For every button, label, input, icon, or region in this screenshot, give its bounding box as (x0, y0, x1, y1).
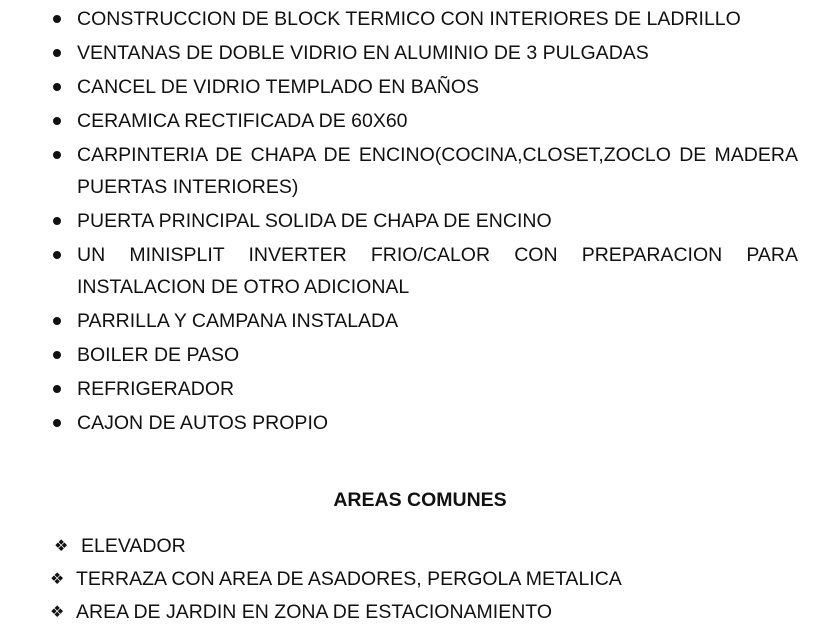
round-bullet-icon (53, 251, 61, 259)
list-item (50, 339, 798, 371)
list-item (50, 37, 798, 69)
feature-text: CERAMICA RECTIFICADA DE 60X60 (77, 110, 408, 132)
common-areas-list (50, 530, 810, 629)
feature-text: UN MINISPLIT INVERTER FRIO/CALOR CON PREPARACION PARA INSTALACION DE OTRO ADICIONAL (77, 244, 798, 298)
feature-text: CARPINTERIA DE CHAPA DE ENCINO(COCINA,CLOSET,ZOCLO DE MADERA PUERTAS INTERIORES) (77, 144, 798, 198)
four-diamond-bullet-icon: ❖ (54, 536, 69, 555)
round-bullet-icon (53, 317, 61, 325)
feature-text: REFRIGERADOR (77, 378, 235, 400)
feature-text: BOILER DE PASO (77, 344, 240, 366)
round-bullet-icon (53, 385, 61, 393)
list-item (50, 305, 798, 337)
list-item (50, 596, 810, 628)
round-bullet-icon (53, 419, 61, 427)
four-diamond-bullet-icon: ❖ (50, 569, 65, 588)
list-item (50, 71, 798, 103)
list-item (50, 373, 798, 405)
list-item (50, 563, 810, 595)
round-bullet-icon (53, 217, 61, 225)
list-item (50, 139, 798, 203)
feature-text: PARRILLA Y CAMPANA INSTALADA (77, 310, 399, 332)
list-item (50, 105, 798, 137)
round-bullet-icon (53, 15, 61, 23)
features-list (50, 3, 798, 441)
feature-text: CAJON DE AUTOS PROPIO (77, 412, 329, 434)
feature-text: VENTANAS DE DOBLE VIDRIO EN ALUMINIO DE 3 PULGADAS (77, 42, 649, 64)
list-item (50, 239, 798, 303)
round-bullet-icon (53, 351, 61, 359)
list-item (50, 407, 798, 439)
common-area-text: AREA DE JARDIN EN ZONA DE ESTACIONAMIENTO (76, 601, 553, 623)
list-item (50, 205, 798, 237)
common-area-text: TERRAZA CON AREA DE ASADORES, PERGOLA METALICA (76, 568, 622, 590)
feature-text: PUERTA PRINCIPAL SOLIDA DE CHAPA DE ENCINO (77, 210, 552, 232)
round-bullet-icon (53, 49, 61, 57)
section-title: AREAS COMUNES (333, 489, 507, 511)
round-bullet-icon (53, 117, 61, 125)
round-bullet-icon (53, 83, 61, 91)
round-bullet-icon (53, 151, 61, 159)
four-diamond-bullet-icon: ❖ (50, 602, 65, 621)
list-item (50, 530, 810, 562)
feature-text: CANCEL DE VIDRIO TEMPLADO EN BAÑOS (77, 76, 480, 98)
common-area-text: ELEVADOR (81, 535, 186, 557)
list-item (50, 3, 798, 35)
feature-text: CONSTRUCCION DE BLOCK TERMICO CON INTERIORES DE LADRILLO (77, 8, 741, 30)
